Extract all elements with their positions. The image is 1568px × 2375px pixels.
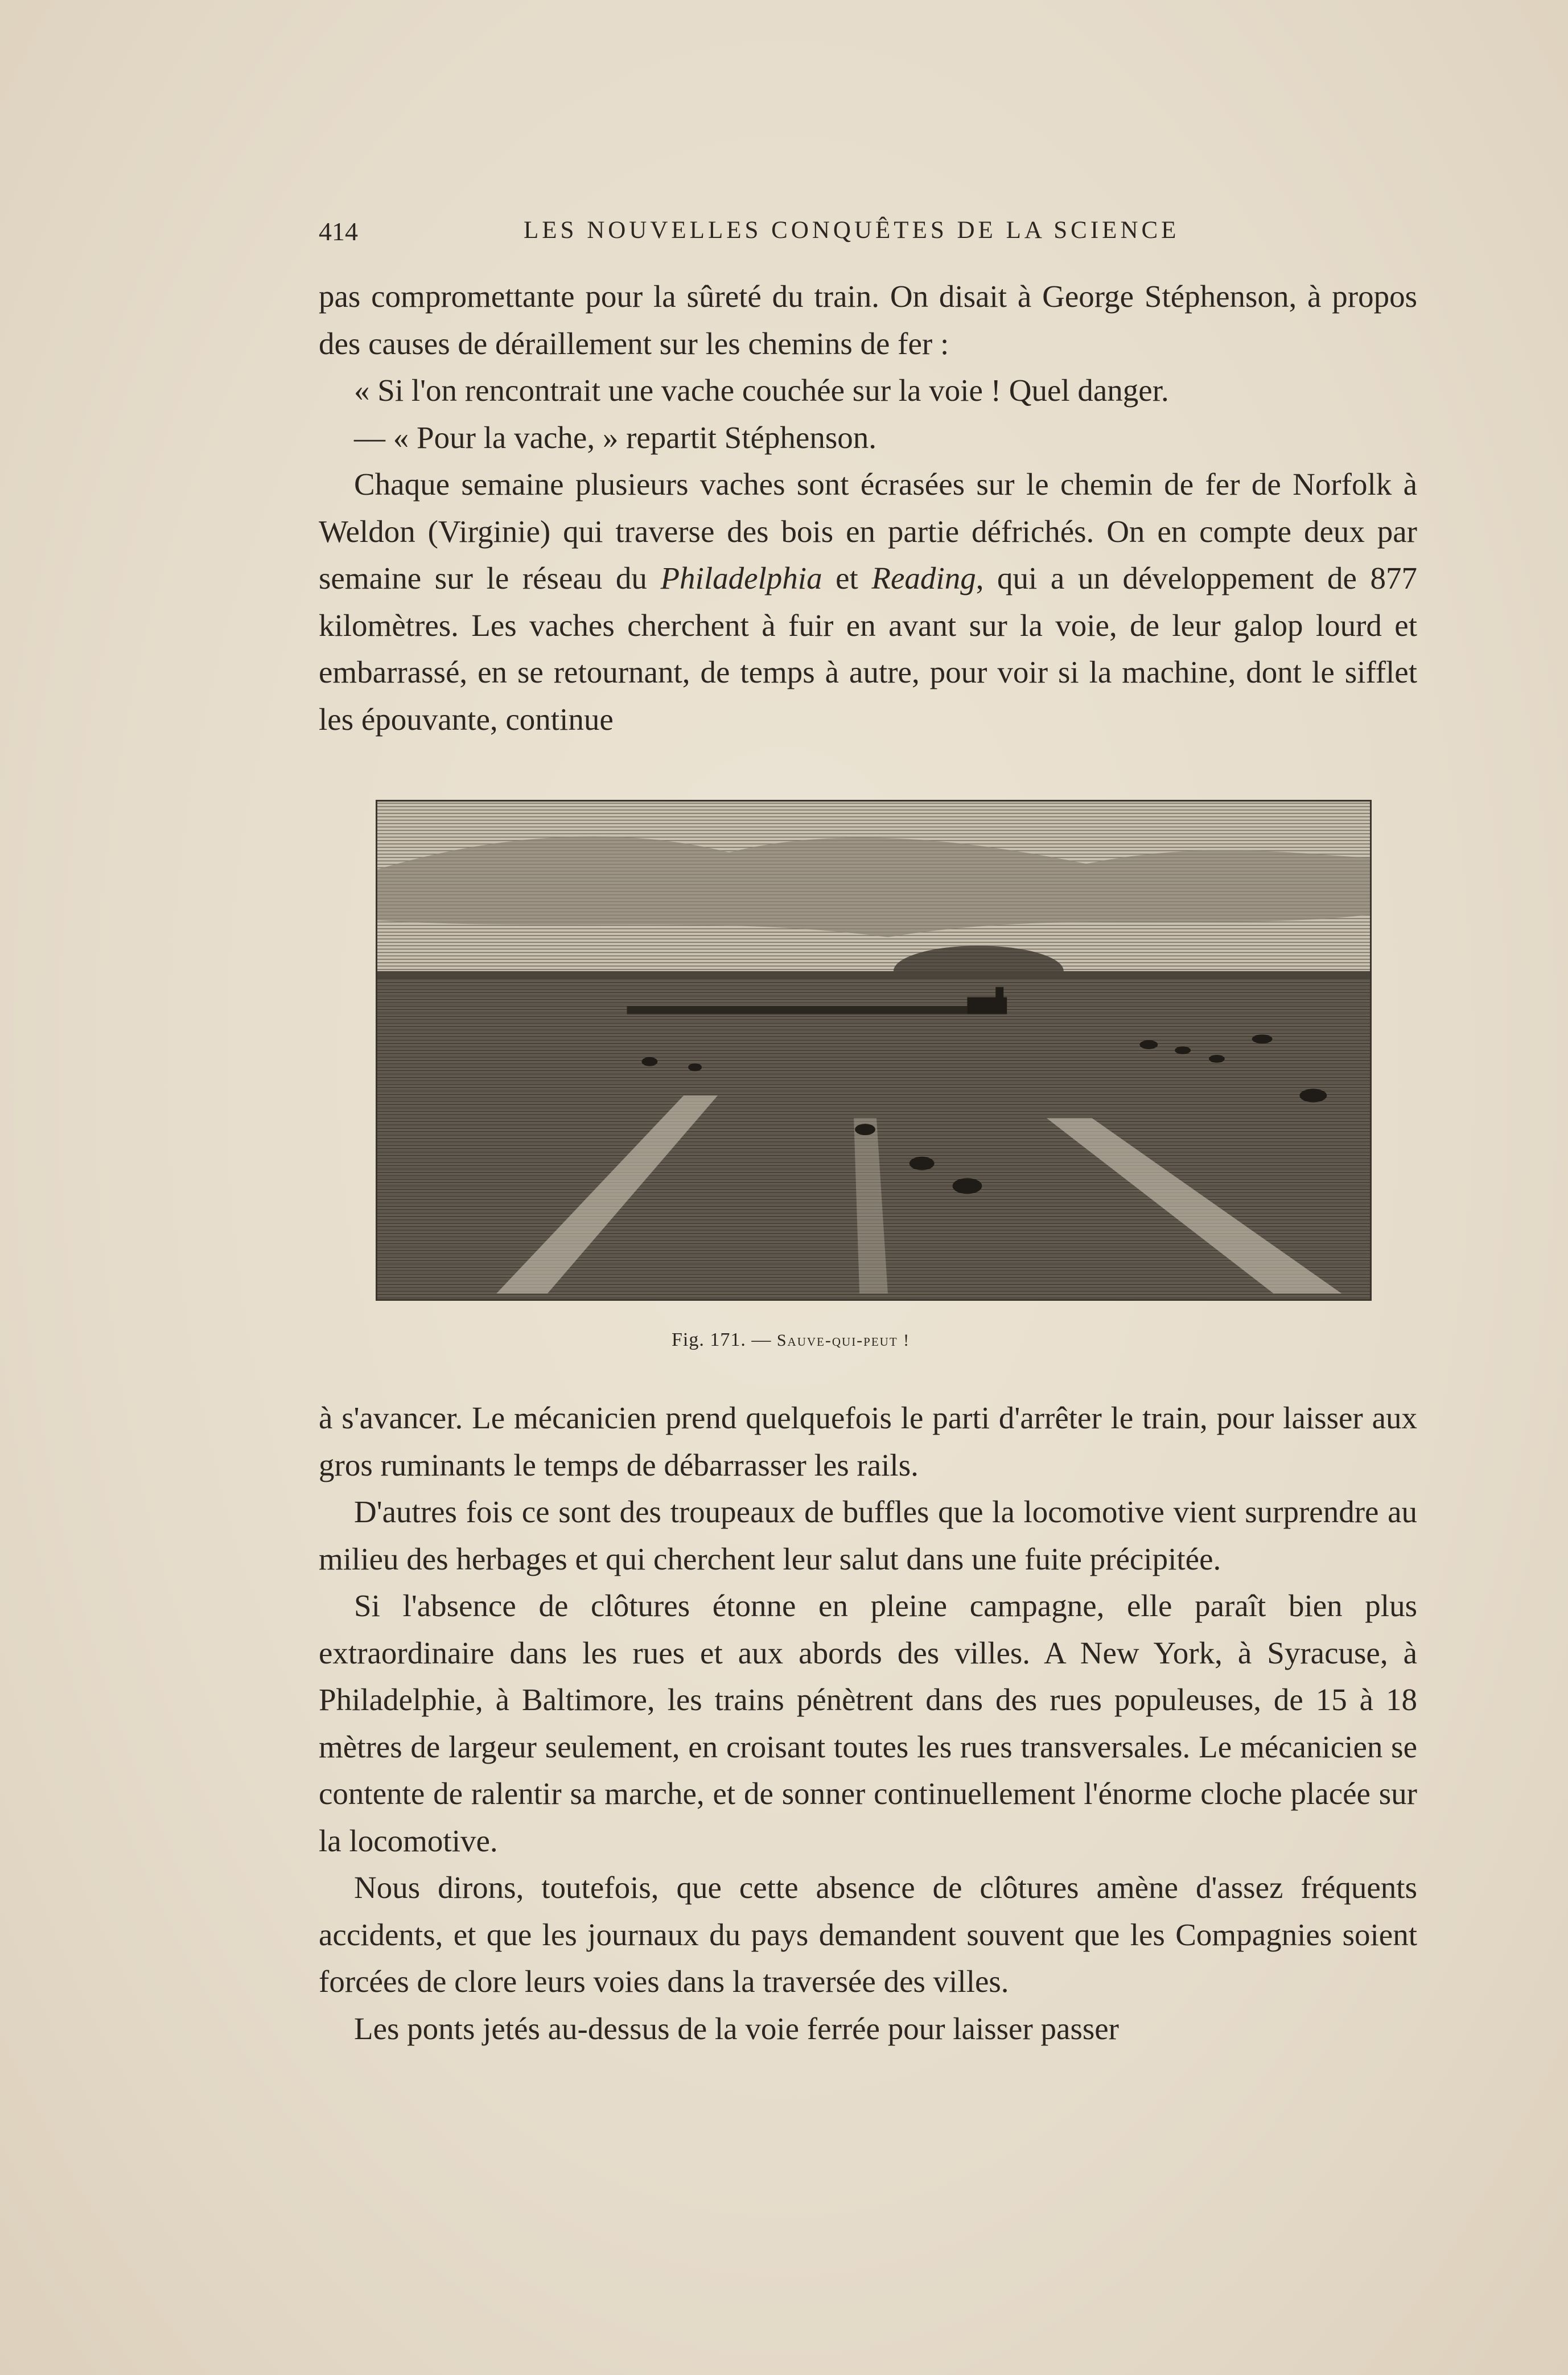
paragraph-reply: — « Pour la vache, » repartit Stéphenson. (354, 420, 876, 455)
text-block-top (319, 273, 1417, 743)
text-block-bottom (319, 1395, 1417, 2052)
paragraph-norfolk-part3: , qui a un développement de 877 kilomètres. Les vaches cherchent à fuir en avant sur la voie, de leur galop lourd et embarrassé, en se retournant, de temps à autre, pour voir si la machine, dont le sifflet les épouvante, continue (319, 561, 1417, 737)
page-number: 414 (319, 217, 358, 246)
paragraph-accidents: Nous dirons, toutefois, que cette absence de clôtures amène d'assez fréquents accidents, et que les journaux du pays demandent souvent que les Compagnies soient forcées de clore leurs voies dans la traversée des villes. (319, 1870, 1417, 1999)
railway-name-philadelphia: Philadelphia (660, 561, 822, 595)
figure-caption (672, 1329, 1127, 1351)
figure-label: Fig. 171. (672, 1329, 746, 1350)
running-title: LES NOUVELLES CONQUÊTES DE LA SCIENCE (524, 217, 1180, 244)
figure-engraving (376, 800, 1372, 1301)
railway-name-reading: Reading (871, 561, 976, 595)
paragraph-quote: « Si l'on rencontrait une vache couchée sur la voie ! Quel danger. (354, 373, 1169, 408)
figure-title: Sauve-qui-peut ! (776, 1331, 911, 1350)
horizon (377, 971, 1370, 979)
engraving-illustration (377, 802, 1370, 1299)
paragraph-norfolk (319, 461, 1417, 743)
paragraph-continued: à s'avancer. Le mécanicien prend quelquefois le parti d'arrêter le train, pour laisser aux gros ruminants le temps de débarrasser les rails. (319, 1400, 1417, 1482)
caption-dash: — (751, 1329, 772, 1350)
paragraph-norfolk-part1: Chaque semaine plusieurs vaches sont écrasées sur le chemin de fer de Norfolk à Weldon (Virginie) qui traverse des bois en partie défrichés. On en compte deux par semaine sur le réseau du (319, 467, 1417, 595)
paragraph-continuation: pas compromettante pour la sûreté du train. On disait à George Stéphenson, à propos des causes de déraillement sur les chemins de fer : (319, 279, 1417, 361)
paragraph-cities: Si l'absence de clôtures étonne en pleine campagne, elle paraît bien plus extraordinaire dans les rues et aux abords des villes. A New York, à Syracuse, à Philadelphie, à Baltimore, les trains pénètrent dans des rues populeuses, de 15 à 18 mètres de largeur seulement, en croisant toutes les rues transversales. Le mécanicien se contente de ralentir sa marche, et de sonner continuellement l'énorme cloche placée sur la locomotive. (319, 1588, 1417, 1858)
paragraph-norfolk-part2: et (822, 561, 872, 595)
page-header (319, 216, 1423, 256)
paragraph-buffalo: D'autres fois ce sont des troupeaux de buffles que la locomotive vient surprendre au milieu des herbages et qui cherchent leur salut dans une fuite précipitée. (319, 1494, 1417, 1576)
paragraph-bridges: Les ponts jetés au-dessus de la voie ferrée pour laisser passer (354, 2011, 1119, 2046)
